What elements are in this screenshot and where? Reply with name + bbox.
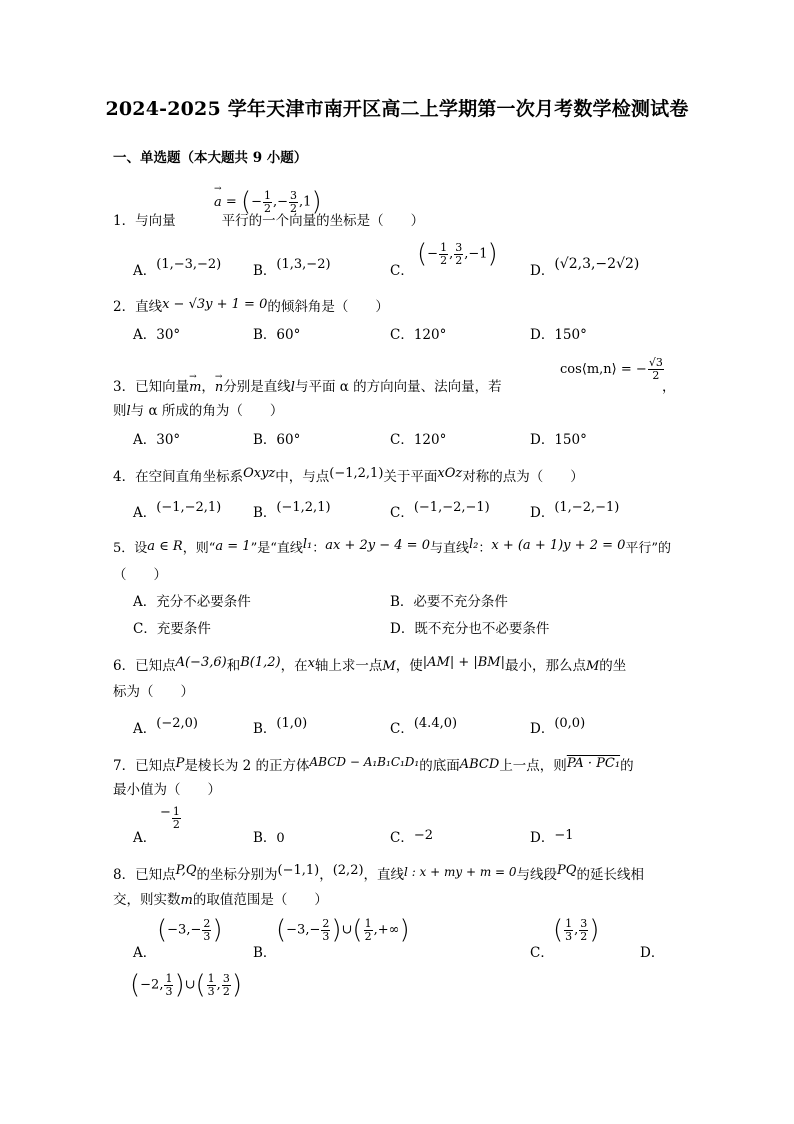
denominator: 3 bbox=[565, 929, 573, 943]
option-value: 120° bbox=[413, 432, 447, 448]
option-value: (1,−2,−1) bbox=[554, 500, 620, 515]
q3-comma: ， bbox=[662, 379, 676, 395]
question-6 bbox=[113, 657, 626, 676]
question-3-line-2 bbox=[113, 402, 283, 421]
option-value: (−2,0) bbox=[156, 716, 198, 731]
option-label: D． bbox=[530, 327, 555, 343]
q8-option-b[interactable] bbox=[253, 944, 276, 962]
q1-option-a[interactable] bbox=[133, 257, 222, 281]
question-2 bbox=[113, 298, 389, 317]
option-value: (1,−3,−2) bbox=[156, 257, 222, 272]
q2-prefix: 2．直线 bbox=[113, 299, 163, 315]
plane: xOz bbox=[437, 466, 463, 481]
option-value: (1,0) bbox=[276, 716, 308, 731]
q1-option-d[interactable] bbox=[530, 256, 640, 280]
line-equation: l : x + my + m = 0 bbox=[404, 865, 517, 879]
option-label: D． bbox=[530, 721, 555, 737]
numerator: 1 bbox=[165, 971, 173, 985]
q8-text: 交，则实数 bbox=[113, 892, 181, 908]
option-value: 既不充分也不必要条件 bbox=[414, 621, 550, 637]
q3-cos-expr bbox=[560, 357, 665, 382]
equals: = bbox=[221, 194, 241, 210]
numerator: √3 bbox=[648, 356, 663, 369]
q6-text: 最小，那么点 bbox=[504, 658, 586, 674]
numerator: 3 bbox=[455, 240, 463, 254]
q8-text: 的坐标分别为 bbox=[196, 867, 278, 883]
option-value: 150° bbox=[554, 327, 587, 343]
q1-suffix: 平行的一个向量的坐标是（ ） bbox=[221, 213, 425, 229]
option-label: C． bbox=[390, 505, 414, 521]
denominator: 2 bbox=[222, 984, 230, 998]
q3-text: 3．已知向量 bbox=[113, 379, 190, 395]
fraction bbox=[364, 918, 373, 943]
section-heading: 一、单选题（本大题共 9 小题） bbox=[113, 150, 308, 166]
q2-option-b[interactable] bbox=[253, 326, 300, 344]
question-3-line-1 bbox=[113, 378, 502, 397]
denominator: 3 bbox=[203, 929, 211, 943]
denominator: 2 bbox=[290, 201, 298, 215]
q5-text: ： bbox=[478, 541, 492, 556]
numerator: 2 bbox=[203, 916, 211, 930]
fraction bbox=[164, 973, 173, 998]
q6-option-a[interactable] bbox=[133, 716, 198, 739]
fraction bbox=[289, 190, 298, 215]
q5-text: ： bbox=[312, 541, 326, 556]
q4-option-d[interactable] bbox=[530, 500, 620, 523]
q3-option-a[interactable] bbox=[133, 431, 180, 449]
line-l: l bbox=[126, 404, 131, 419]
vector-m: → m bbox=[189, 379, 201, 397]
option-label: C． bbox=[530, 945, 554, 961]
fraction bbox=[263, 190, 272, 215]
q1-option-c-value: (− $\frac{1}{2}$ , $\frac{3}{2}$ ,−1) bbox=[417, 239, 498, 269]
denominator: 2 bbox=[580, 929, 588, 943]
question-5-line-2: （ ） bbox=[113, 567, 167, 583]
option-value: (1,3,−2) bbox=[276, 257, 331, 272]
text: −3,− bbox=[286, 922, 321, 938]
q3-text: ， bbox=[201, 379, 215, 395]
q8-text: 的取值范围是（ ） bbox=[192, 892, 328, 908]
equation-1: ax + 2y − 4 = 0 bbox=[325, 538, 430, 553]
numerator: 1 bbox=[440, 240, 448, 254]
option-value: 150° bbox=[554, 432, 587, 448]
q7-option-a-value bbox=[160, 806, 182, 831]
question-8-line-2 bbox=[113, 891, 328, 910]
option-label: B． bbox=[253, 263, 277, 279]
q7-option-a[interactable] bbox=[133, 829, 156, 847]
option-label: C． bbox=[390, 432, 414, 448]
option-value: (−1,−2,1) bbox=[156, 500, 222, 515]
q2-option-c[interactable] bbox=[390, 326, 446, 344]
tail: ,−1 bbox=[464, 246, 488, 262]
distance-sum: |AM| + |BM| bbox=[422, 655, 505, 670]
line-l1: l₁ bbox=[302, 537, 313, 552]
question-7 bbox=[113, 757, 634, 776]
option-label: A． bbox=[133, 594, 157, 610]
q7-text: 7．已知点 bbox=[113, 758, 176, 774]
q8-option-c-value: ( $\frac{1}{3}$ , $\frac{3}{2}$ ) bbox=[553, 915, 600, 945]
option-label: B． bbox=[253, 830, 277, 846]
vector-a: → a bbox=[214, 195, 222, 210]
q8-option-a[interactable] bbox=[133, 944, 156, 962]
denominator: 2 bbox=[652, 369, 660, 382]
option-label: D． bbox=[530, 505, 555, 521]
numerator: 1 bbox=[207, 971, 215, 985]
numerator: 3 bbox=[222, 971, 230, 985]
question-8 bbox=[113, 863, 644, 885]
q6-option-b[interactable] bbox=[253, 716, 308, 739]
option-value: (0,0) bbox=[554, 716, 586, 731]
option-value: 充要条件 bbox=[156, 621, 211, 637]
option-label: B． bbox=[253, 721, 277, 737]
numerator: 1 bbox=[172, 805, 180, 818]
q8-option-d-value: (−2, $\frac{1}{3}$ )∪( $\frac{1}{3}$ , $\frac{3}{2}$ ) bbox=[130, 970, 242, 1000]
q6-text: 6．已知点 bbox=[113, 658, 176, 674]
option-label: B． bbox=[390, 594, 414, 610]
fraction bbox=[321, 918, 330, 943]
q8-option-b-value: (−3,− $\frac{2}{3}$ )∪( $\frac{1}{2}$ ,+∞) bbox=[276, 915, 410, 945]
q5-text: 与直线 bbox=[429, 541, 469, 556]
q4-text: 对称的点为（ ） bbox=[462, 469, 584, 485]
option-label: D． bbox=[640, 945, 665, 961]
fraction bbox=[439, 242, 448, 267]
denominator: 2 bbox=[440, 253, 448, 267]
q6-text: ，使 bbox=[395, 658, 423, 674]
vector-n: → n bbox=[215, 379, 223, 397]
option-value: 60° bbox=[276, 327, 301, 343]
q3-option-b[interactable] bbox=[253, 431, 300, 449]
line-l: l bbox=[290, 380, 295, 395]
fraction bbox=[207, 973, 216, 998]
option-label: A． bbox=[133, 945, 157, 961]
option-value: 30° bbox=[156, 432, 181, 448]
numerator: 1 bbox=[565, 916, 573, 930]
option-label: A． bbox=[133, 432, 157, 448]
q2-equation: x − √3y + 1 = 0 bbox=[162, 297, 268, 312]
question-6-line-2: 标为（ ） bbox=[113, 684, 194, 700]
q8-option-a-value: (−3,− $\frac{2}{3}$ ) bbox=[157, 915, 223, 945]
fraction bbox=[454, 242, 463, 267]
option-label: D． bbox=[390, 621, 415, 637]
points-pq: P,Q bbox=[175, 863, 197, 878]
q3-text: 则 bbox=[113, 403, 127, 419]
fraction bbox=[172, 806, 181, 831]
minus-sign: − bbox=[160, 805, 171, 820]
q3-option-d[interactable] bbox=[530, 431, 587, 449]
option-label: C． bbox=[390, 721, 414, 737]
equation-2: x + (a + 1)y + 2 = 0 bbox=[491, 538, 626, 553]
option-value: 0 bbox=[276, 831, 285, 846]
coordinate-system: Oxyz bbox=[243, 466, 276, 481]
point-m: M bbox=[382, 659, 396, 674]
q2-suffix: 的倾斜角是（ ） bbox=[267, 299, 389, 315]
denominator: 3 bbox=[322, 929, 330, 943]
q2-option-d[interactable] bbox=[530, 326, 587, 344]
q2-option-a[interactable] bbox=[133, 326, 180, 344]
q4-text: 中，与点 bbox=[275, 469, 330, 485]
option-label: A． bbox=[133, 327, 157, 343]
option-value: −2 bbox=[413, 828, 434, 843]
union: ∪ bbox=[184, 977, 196, 993]
text: −2, bbox=[140, 977, 164, 993]
q7-text: 上一点，则 bbox=[499, 758, 567, 774]
q3-text: 分别是直线 bbox=[223, 379, 291, 395]
q6-text: 轴上求一点 bbox=[314, 658, 383, 674]
numerator: 1 bbox=[264, 188, 271, 202]
q4-option-c[interactable] bbox=[390, 500, 490, 523]
denominator: 2 bbox=[172, 818, 180, 831]
q1-option-c[interactable] bbox=[390, 262, 414, 280]
q5-text: 5．设 bbox=[113, 541, 148, 556]
point-q-coords: (2,2) bbox=[332, 863, 364, 878]
fraction bbox=[202, 918, 211, 943]
q8-text: 与线段 bbox=[516, 867, 558, 883]
point-p: P bbox=[175, 756, 185, 771]
segment-pq: PQ bbox=[557, 863, 577, 878]
variable-m: m bbox=[180, 893, 193, 908]
option-value: 30° bbox=[156, 327, 181, 343]
option-value: (4.4,0) bbox=[413, 716, 458, 731]
question-7-line-2: 最小值为（ ） bbox=[113, 782, 221, 798]
q3-text: 与 α 所成的角为（ ） bbox=[130, 403, 284, 419]
q4-text: 4．在空间直角坐标系 bbox=[113, 469, 244, 485]
denominator: 2 bbox=[364, 929, 372, 943]
page-title: 2024-2025 学年天津市南开区高二上学期第一次月考数学检测试卷 bbox=[105, 98, 689, 120]
option-label: B． bbox=[253, 945, 277, 961]
q8-option-d[interactable] bbox=[640, 944, 664, 962]
option-value: 120° bbox=[413, 327, 447, 343]
option-label: D． bbox=[530, 263, 555, 279]
option-label: D． bbox=[530, 830, 555, 846]
text: ,+∞ bbox=[373, 922, 400, 938]
point-p-coords: (−1,1) bbox=[277, 863, 320, 878]
q6-text: 和 bbox=[226, 658, 241, 674]
option-value: (−1,−2,−1) bbox=[413, 500, 490, 515]
q4-text: 关于平面 bbox=[383, 469, 438, 485]
option-label: C． bbox=[390, 327, 414, 343]
point-b: B(1,2) bbox=[240, 655, 281, 670]
option-value: (√2,3,−2√2) bbox=[554, 256, 640, 272]
q1-option-b[interactable] bbox=[253, 257, 331, 281]
option-label: A． bbox=[133, 830, 157, 846]
denominator: 3 bbox=[207, 984, 215, 998]
q8-option-c[interactable] bbox=[530, 944, 554, 962]
point-m: M bbox=[585, 659, 600, 674]
fraction bbox=[222, 973, 231, 998]
question-4 bbox=[113, 468, 584, 487]
option-label: B． bbox=[253, 432, 277, 448]
q6-text: ，在 bbox=[280, 658, 308, 674]
q5-text: 平行”的 bbox=[625, 541, 672, 556]
question-5 bbox=[113, 537, 672, 558]
option-label: D． bbox=[530, 432, 555, 448]
math: x bbox=[307, 656, 315, 671]
option-label: B． bbox=[253, 327, 277, 343]
q6-option-d[interactable] bbox=[530, 716, 586, 739]
point-a: A(−3,6) bbox=[175, 655, 227, 670]
text: −3,− bbox=[167, 922, 202, 938]
numerator: 1 bbox=[364, 916, 372, 930]
base-name: ABCD bbox=[459, 757, 500, 772]
dot-product: PA · PC₁ bbox=[566, 756, 621, 771]
option-label: A． bbox=[133, 263, 157, 279]
q7-option-d[interactable] bbox=[530, 829, 574, 848]
line-l2: l₂ bbox=[468, 537, 479, 552]
q5-option-b[interactable] bbox=[390, 593, 508, 611]
q6-text: 的坐 bbox=[599, 658, 627, 674]
q8-text: ， bbox=[319, 867, 333, 883]
denominator: 2 bbox=[455, 253, 463, 267]
denominator: 2 bbox=[264, 201, 271, 215]
q5-option-c[interactable] bbox=[133, 620, 211, 638]
q7-text: 是棱长为 2 的正方体 bbox=[184, 758, 310, 774]
q4-option-a[interactable] bbox=[133, 500, 222, 523]
denominator: 3 bbox=[165, 984, 173, 998]
q7-text: 的底面 bbox=[419, 758, 460, 774]
q5-option-d[interactable] bbox=[390, 620, 549, 638]
q3-text: 与平面 α 的方向向量、法向量，若 bbox=[294, 379, 502, 395]
cube-name: ABCD − A₁B₁C₁D₁ bbox=[309, 755, 420, 769]
option-label: A． bbox=[133, 505, 157, 521]
q1-prefix: 1．与向量 bbox=[113, 213, 176, 229]
q8-text: ，直线 bbox=[363, 867, 405, 883]
numerator: 2 bbox=[322, 916, 330, 930]
point: (−1,2,1) bbox=[329, 466, 384, 481]
q5-text: ”是“直线 bbox=[250, 541, 303, 556]
numerator: 3 bbox=[290, 188, 298, 202]
option-value: −1 bbox=[554, 828, 574, 843]
q1-vector-expr: → a = (− $\frac{1}{2}$ ,− $\frac{3}{2}$ ,1) bbox=[214, 189, 322, 215]
math: a = 1 bbox=[215, 539, 251, 554]
option-label: B． bbox=[253, 505, 277, 521]
q6-option-c[interactable] bbox=[390, 716, 458, 739]
numerator: 3 bbox=[580, 916, 588, 930]
q5-option-a[interactable] bbox=[133, 593, 251, 611]
math: a ∈ R bbox=[147, 539, 183, 554]
q5-text: ，则“ bbox=[182, 541, 216, 556]
q7-option-c[interactable] bbox=[390, 829, 433, 848]
q3-option-c[interactable] bbox=[390, 431, 446, 449]
option-value: 必要不充分条件 bbox=[413, 594, 508, 610]
option-label: A． bbox=[133, 721, 157, 737]
option-label: C． bbox=[390, 263, 414, 279]
option-value: 充分不必要条件 bbox=[156, 594, 251, 610]
fraction bbox=[579, 918, 588, 943]
q7-option-b[interactable] bbox=[253, 829, 285, 848]
option-value: (−1,2,1) bbox=[276, 500, 331, 515]
option-label: C． bbox=[133, 621, 157, 637]
option-value: 60° bbox=[276, 432, 301, 448]
option-label: C． bbox=[390, 830, 414, 846]
q7-text: 的 bbox=[620, 758, 634, 774]
q8-text: 的延长线相 bbox=[576, 867, 644, 883]
fraction bbox=[564, 918, 573, 943]
q8-text: 8．已知点 bbox=[113, 867, 176, 883]
union: ∪ bbox=[341, 922, 353, 938]
cos-lhs: cos⟨m,n⟩ = − bbox=[560, 362, 647, 377]
q4-option-b[interactable] bbox=[253, 500, 331, 523]
